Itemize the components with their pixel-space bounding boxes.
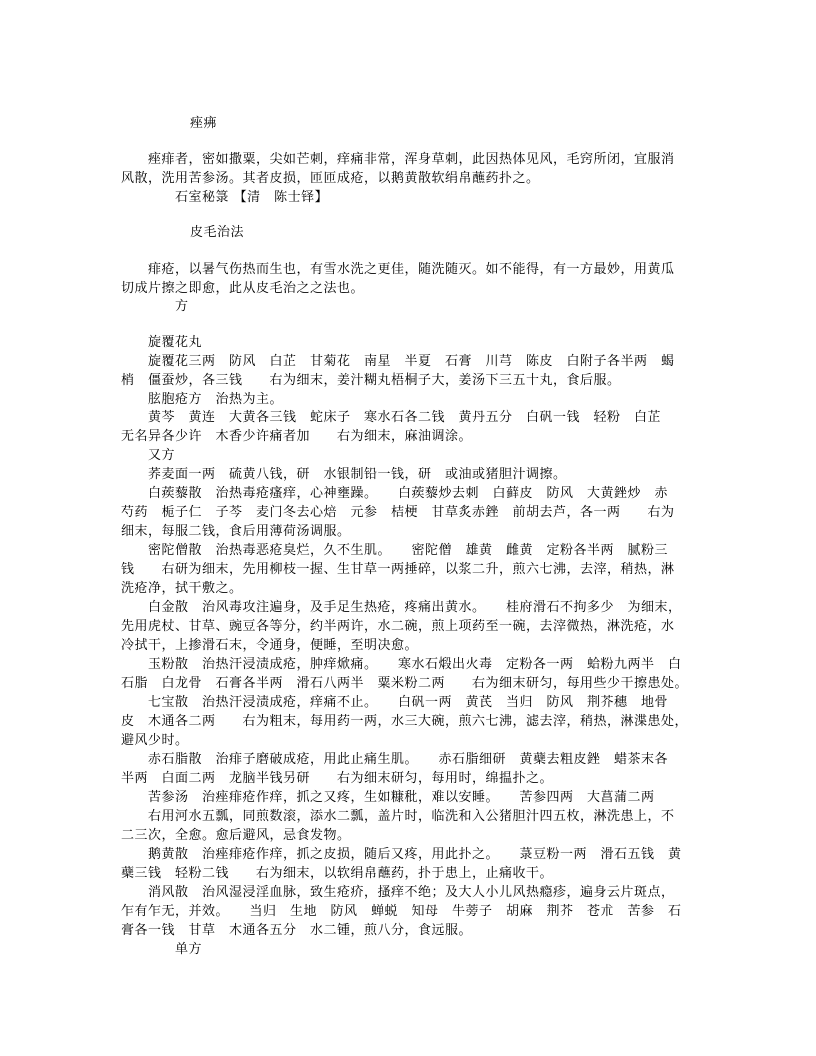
- paragraph-line: 胘胞疮方 治热为主。: [148, 392, 284, 407]
- paragraph-line: 洗疮净，拭干敷之。: [121, 581, 243, 596]
- paragraph-line: 石脂 白龙骨 石膏各半两 滑石八两半 粟米粉二两 右为细末研匀，每用些少干擦患处。: [121, 676, 689, 691]
- paragraph-line: 膏各一钱 甘草 木通各五分 水二锺，煎八分，食远服。: [121, 923, 473, 938]
- paragraph-line: 皮 木通各二两 右为粗末，每用药一两，水三大碗，煎六七沸，滤去滓，稍热，淋渫患处，: [121, 714, 689, 729]
- paragraph-line: 赤石脂散 治痱子磨破成疮，用此止痛生肌。 赤石脂细研 黄蘗去粗皮銼 蜡茶末各: [148, 752, 669, 767]
- paragraph-line: 黄芩 黄连 大黄各三钱 蛇床子 寒水石各二钱 黄丹五分 白矾一钱 轻粉 白芷: [148, 410, 662, 425]
- paragraph-line: 痱疮，以暑气伤热而生也，有雪水洗之更佳，随洗随灭。如不能得，有一方最妙，用黄瓜: [148, 262, 675, 277]
- recipe-title: 又方: [148, 448, 176, 463]
- paragraph-line: 细末，每服二钱，食后用薄荷汤调服。: [121, 524, 351, 539]
- paragraph-line: 痤痱者，密如撒粟，尖如芒刺，痒痛非常，浑身草刺，此因热体见风，毛窍所闭，宜服消: [148, 152, 675, 167]
- paragraph-line: 避风少时。: [121, 733, 189, 748]
- paragraph-line: 鹅黄散 治痤痱疮作痒，抓之皮损，随后又疼，用此扑之。 菉豆粉一两 滑石五钱 黄: [148, 847, 682, 862]
- paragraph-line: 苦参汤 治痤痱疮作痒，抓之又疼，生如糠秕，难以安睡。 苦参四两 大菖蒲二两: [148, 790, 655, 805]
- section-title: 痤疿: [190, 116, 218, 131]
- paragraph-line: 梢 僵蚕炒，各三钱 右为细末，姜汁糊丸梧桐子大，姜汤下三五十丸，食后服。: [121, 373, 621, 388]
- paragraph-line: 先用虎杖、甘草、豌豆各等分，约半两许，水二碗，煎上项药至一碗，去滓微热，淋洗疮，水: [121, 619, 675, 634]
- paragraph-line: 右用河水五瓢，同煎数滚，添水二瓢，盖片时，临洗和入公猪胆汁四五枚，淋洗患上，不: [148, 809, 675, 824]
- paragraph-line: 乍有乍无，并效。 当归 生地 防风 蝉蜕 知母 牛蒡子 胡麻 荆芥 苍朮 苦参 石: [121, 904, 682, 919]
- paragraph-line: 七宝散 治热汗浸渍成疮，痒痛不止。 白矾一两 黄芪 当归 防风 荆芥穗 地骨: [148, 695, 669, 710]
- paragraph-line: 白蒺藜散 治热毒疮瘙痒，心神壅躁。 白蒺藜炒去刺 白藓皮 防风 大黄銼炒 赤: [148, 486, 669, 501]
- paragraph-line: 风散，洗用苦参汤。其者皮损，匝匝成疮，以鹅黄散软绢帛蘸药扑之。: [121, 171, 540, 186]
- paragraph-line: 蘗三钱 轻粉二钱 右为细末，以软绢帛蘸药，扑于患上，止痛收干。: [121, 866, 554, 881]
- section-title: 皮毛治法: [190, 225, 245, 240]
- subsection-title: 单方: [175, 942, 203, 957]
- paragraph-line: 钱 右研为细末，先用柳枝一握、生甘草一两捶碎，以浆二升，煎六七沸，去滓，稍热，淋: [121, 562, 675, 577]
- paragraph-line: 密陀僧散 治热毒恶疮臭烂，久不生肌。 密陀僧 雄黄 雌黄 定粉各半两 腻粉三: [148, 543, 669, 558]
- paragraph-line: 无名异各少许 木香少许痛者加 右为细末，麻油调涂。: [121, 429, 473, 444]
- subsection-title: 方: [175, 299, 189, 314]
- paragraph-line: 芍药 栀子仁 子芩 麦门冬去心焙 元参 桔梗 甘草炙赤銼 前胡去芦，各一两 右为: [121, 505, 675, 520]
- paragraph-line: 消风散 治风湿浸淫血脉，致生疮疥，搔痒不绝；及大人小儿风热瘾疹，遍身云片斑点，: [148, 885, 675, 900]
- source-citation: 石室秘箓 【清 陈士铎】: [175, 190, 329, 205]
- paragraph-line: 玉粉散 治热汗浸渍成疮，肿痒焮痛。 寒水石煅出火毒 定粉各一两 蛤粉九两半 白: [148, 657, 682, 672]
- paragraph-line: 白金散 治风毒攻注遍身，及手足生热疮，疼痛出黄水。 桂府滑石不拘多少 为细末，: [148, 600, 682, 615]
- paragraph-line: 切成片擦之即愈，此从皮毛治之之法也。: [121, 281, 365, 296]
- paragraph-line: 荞麦面一两 硫黄八钱，研 水银制铅一钱，研 或油或猪胆汁调擦。: [148, 467, 567, 482]
- paragraph-line: 半两 白面二两 龙脑半钱另研 右为细末研匀，每用时，绵揾扑之。: [121, 771, 554, 786]
- paragraph-line: 冷拭干，上掺滑石末，令通身，便睡，至明决愈。: [121, 638, 419, 653]
- paragraph-line: 旋覆花三两 防风 白芷 甘菊花 南星 半夏 石膏 川芎 陈皮 白附子各半两 蝎: [148, 354, 675, 369]
- recipe-title: 旋覆花丸: [148, 335, 203, 350]
- paragraph-line: 二三次，全愈。愈后避风，忌食发物。: [121, 828, 351, 843]
